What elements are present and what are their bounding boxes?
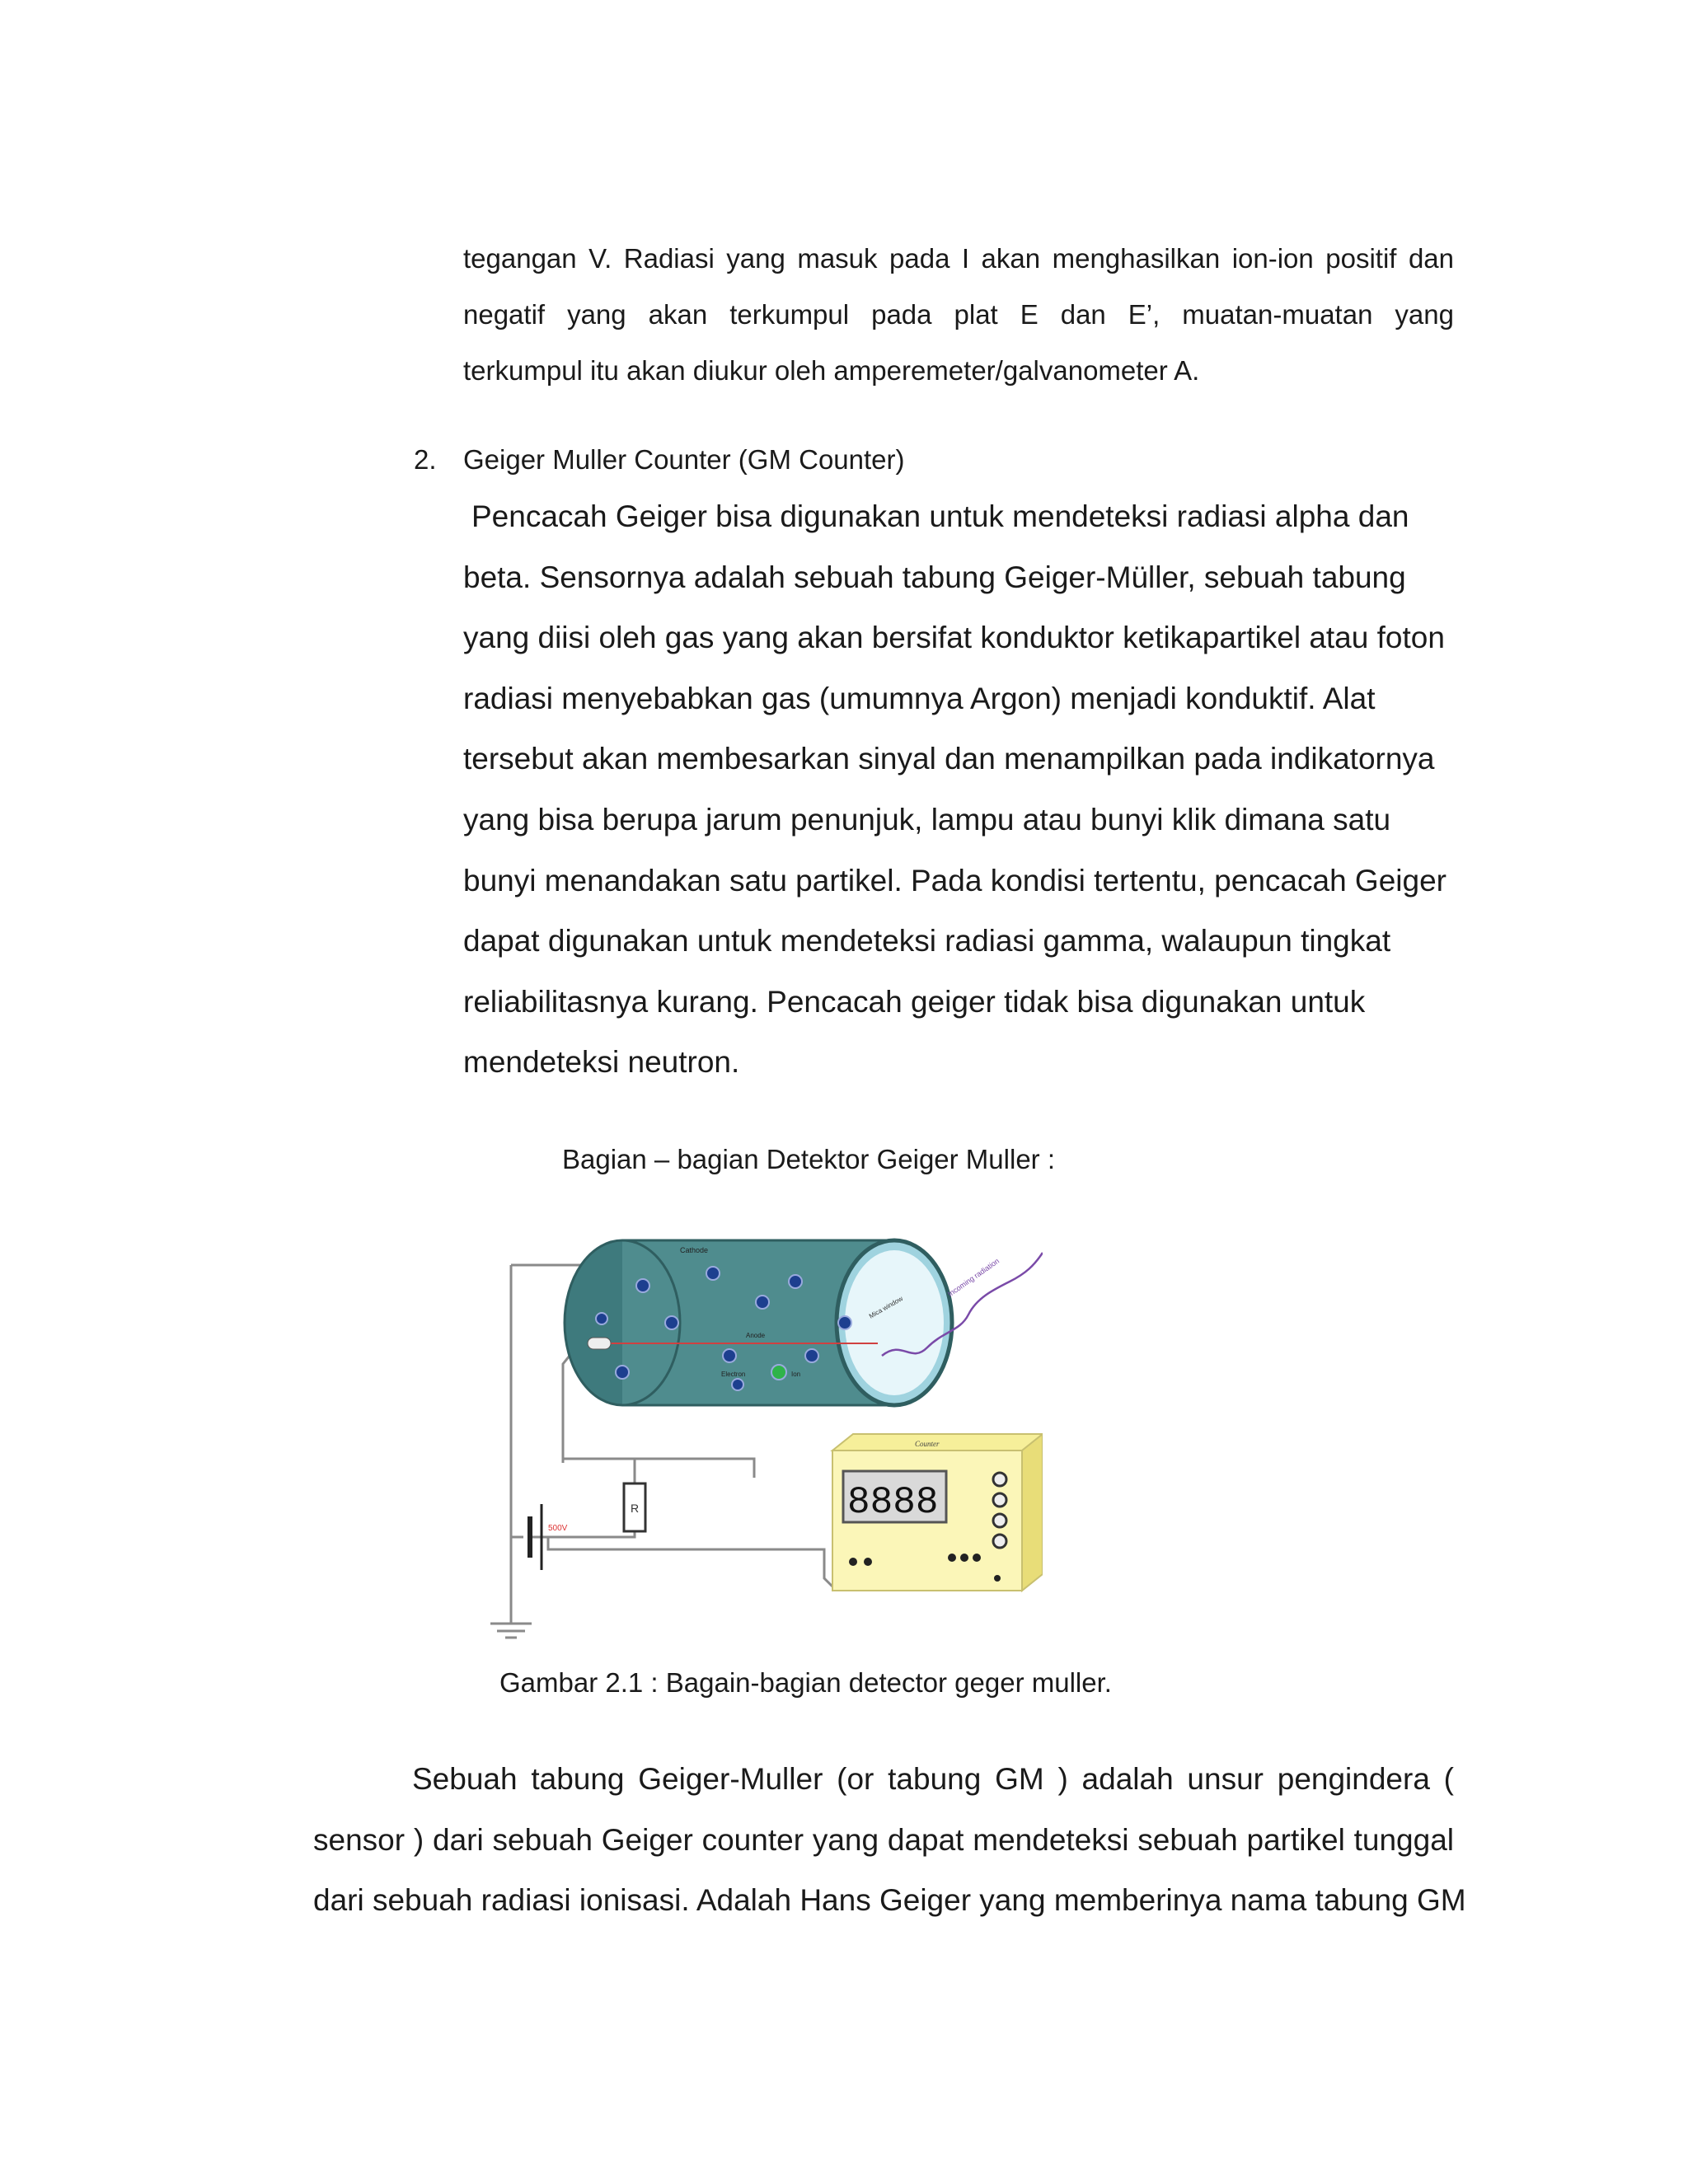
paragraph-line: bunyi menandakan satu partikel. Pada kondisi tertentu, pencacah Geiger <box>463 863 1447 898</box>
svg-text:Electron: Electron <box>721 1371 746 1378</box>
paragraph-line: terkumpul itu akan diukur oleh amperemeter/galvanometer A. <box>463 355 1200 386</box>
resistor-symbol <box>624 1483 645 1531</box>
paragraph-line: beta. Sensornya adalah sebuah tabung Geiger-Müller, sebuah tabung <box>463 560 1406 594</box>
paragraph-ionization-chamber <box>463 231 1454 399</box>
list-item-number: 2. <box>414 444 437 475</box>
figure-heading: Bagian – bagian Detektor Geiger Muller : <box>562 1144 1055 1174</box>
svg-text:Anode: Anode <box>746 1332 766 1339</box>
svg-text:R: R <box>631 1502 640 1515</box>
paragraph-line: Pencacah Geiger bisa digunakan untuk mendeteksi radiasi alpha dan <box>471 499 1409 533</box>
svg-text:500V: 500V <box>548 1524 568 1533</box>
counter-device <box>832 1434 1043 1591</box>
ground-symbol <box>490 1624 532 1638</box>
paragraph-line: Sebuah tabung Geiger-Muller (or tabung GM ) adalah unsur pengindera ( <box>412 1762 1454 1796</box>
svg-text:Mica window: Mica window <box>867 1295 905 1320</box>
list-item-title: Geiger Muller Counter (GM Counter) <box>463 444 905 475</box>
paragraph-line: mendeteksi neutron. <box>463 1045 740 1080</box>
geiger-muller-diagram-svg <box>466 1232 1043 1644</box>
geiger-muller-diagram <box>466 1232 1043 1644</box>
paragraph-line: radiasi menyebabkan gas (umumnya Argon) menjadi konduktif. Alat <box>463 681 1376 715</box>
figure-caption: Gambar 2.1 : Bagain-bagian detector geger muller. <box>499 1667 1112 1698</box>
paragraph-geiger-counter <box>463 486 1461 1093</box>
paragraph-gm-tube <box>313 1749 1466 1931</box>
counter-display: 8888 <box>847 1481 939 1524</box>
svg-text:Incoming radiation: Incoming radiation <box>946 1256 1001 1299</box>
paragraph-line: dari sebuah radiasi ionisasi. Adalah Hans Geiger yang memberinya nama tabung GM <box>313 1883 1466 1918</box>
svg-text:Counter: Counter <box>915 1440 940 1448</box>
paragraph-line: tegangan V. Radiasi yang masuk pada I akan menghasilkan ion-ion positif dan <box>463 243 1454 274</box>
paragraph-line: sensor ) dari sebuah Geiger counter yang dapat mendeteksi sebuah partikel tunggal <box>313 1822 1454 1857</box>
svg-text:Ion: Ion <box>791 1371 801 1378</box>
paragraph-line: tersebut akan membesarkan sinyal dan menampilkan pada indikatornya <box>463 742 1435 776</box>
geiger-tube <box>565 1240 952 1405</box>
paragraph-line: yang diisi oleh gas yang akan bersifat konduktor ketikapartikel atau foton <box>463 621 1445 655</box>
paragraph-line: reliabilitasnya kurang. Pencacah geiger tidak bisa digunakan untuk <box>463 984 1366 1019</box>
paragraph-line: yang bisa berupa jarum penunjuk, lampu atau bunyi klik dimana satu <box>463 802 1391 837</box>
paragraph-line: negatif yang akan terkumpul pada plat E dan E’, muatan-muatan yang <box>463 299 1454 330</box>
paragraph-line: dapat digunakan untuk mendeteksi radiasi gamma, walaupun tingkat <box>463 924 1391 958</box>
svg-text:Cathode: Cathode <box>680 1246 709 1254</box>
